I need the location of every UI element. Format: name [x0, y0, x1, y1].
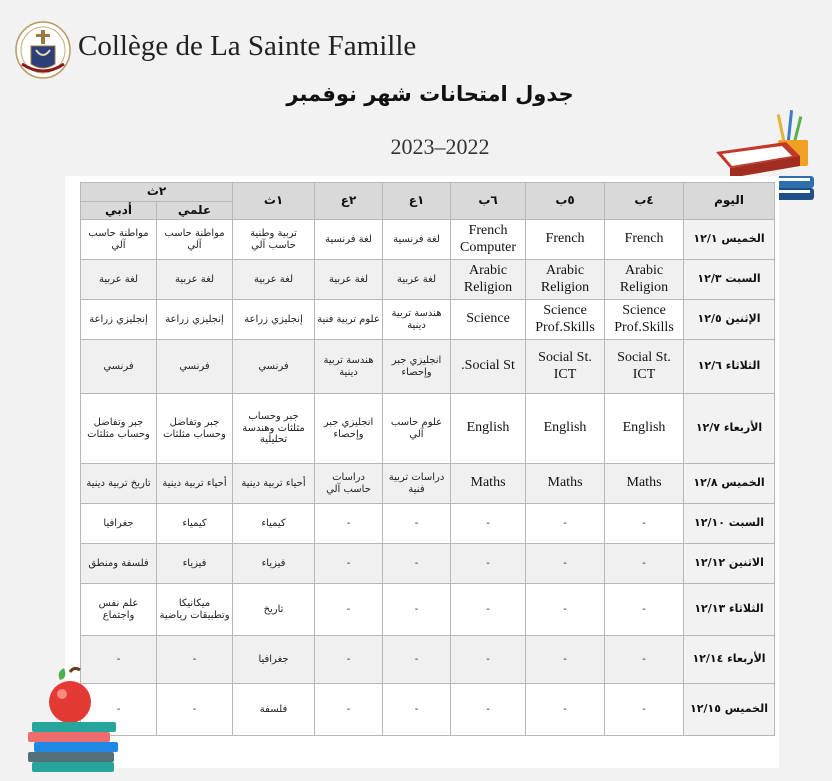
table-row: [81, 340, 775, 394]
subject-cell: Science Prof.Skills: [526, 300, 605, 340]
day-cell: الخميس ١٢/١: [684, 220, 775, 260]
subject-cell: هندسة تربية دينية: [383, 300, 451, 340]
table-row: [81, 636, 775, 684]
subject-cell: مواطنة حاسب آلي: [157, 220, 233, 260]
subject-cell: Maths: [605, 464, 684, 504]
table-row: [81, 584, 775, 636]
subject-cell: English: [526, 394, 605, 464]
subject-cell: لغة فرنسية: [315, 220, 383, 260]
day-cell: الثلاثاء ١٢/٦: [684, 340, 775, 394]
subject-cell: دراسات تربية فنية: [383, 464, 451, 504]
subject-cell: Arabic Religion: [451, 260, 526, 300]
subject-cell: جبر وتفاضل وحساب مثلثات: [157, 394, 233, 464]
subject-cell: كيمياء: [157, 504, 233, 544]
subject-cell: ميكانيكا وتطبيقات رياضية: [157, 584, 233, 636]
subject-cell: -: [526, 584, 605, 636]
day-cell: السبت ١٢/٣: [684, 260, 775, 300]
subject-cell: تاريخ تربية دينية: [81, 464, 157, 504]
subject-cell: Science: [451, 300, 526, 340]
table-row: [81, 684, 775, 736]
subject-cell: تاريخ: [233, 584, 315, 636]
subject-cell: انجليزي جبر وإحصاء: [383, 340, 451, 394]
table-row: [81, 300, 775, 340]
subject-cell: لغة فرنسية: [383, 220, 451, 260]
day-cell: الأربعاء ١٢/٧: [684, 394, 775, 464]
subject-cell: -: [315, 684, 383, 736]
subject-cell: فرنسي: [157, 340, 233, 394]
subject-cell: English: [605, 394, 684, 464]
subject-cell: فلسفة: [233, 684, 315, 736]
header-class-1a: ١ع: [383, 183, 451, 220]
subject-cell: -: [383, 584, 451, 636]
subject-cell: فرنسي: [81, 340, 157, 394]
subject-cell: لغة عربية: [383, 260, 451, 300]
subject-cell: -: [315, 636, 383, 684]
subject-cell: كيمياء: [233, 504, 315, 544]
header-class-5b: ٥ب: [526, 183, 605, 220]
day-cell: الأربعاء ١٢/١٤: [684, 636, 775, 684]
subject-cell: أحياء تربية دينية: [157, 464, 233, 504]
header-scientific: علمي: [157, 202, 233, 220]
subject-cell: -: [315, 584, 383, 636]
subject-cell: لغة عربية: [315, 260, 383, 300]
subject-cell: Arabic Religion: [526, 260, 605, 300]
subject-cell: لغة عربية: [233, 260, 315, 300]
subject-cell: إنجليزي زراعة: [233, 300, 315, 340]
day-cell: الإثنين ١٢/٥: [684, 300, 775, 340]
subject-cell: -: [81, 684, 157, 736]
school-year: 2023–2022: [390, 134, 490, 159]
subject-cell: Arabic Religion: [605, 260, 684, 300]
table-row: [81, 394, 775, 464]
subject-cell: -: [383, 544, 451, 584]
subject-cell: جبر وتفاضل وحساب مثلثات: [81, 394, 157, 464]
subject-cell: -: [383, 504, 451, 544]
day-cell: الاثنين ١٢/١٢: [684, 544, 775, 584]
exam-schedule-table: [80, 182, 775, 736]
subject-cell: Social St.: [451, 340, 526, 394]
table-row: [81, 464, 775, 504]
subject-cell: فيزياء: [233, 544, 315, 584]
subject-cell: -: [605, 684, 684, 736]
subject-cell: فرنسي: [233, 340, 315, 394]
subject-cell: -: [451, 636, 526, 684]
subject-cell: -: [451, 584, 526, 636]
subject-cell: -: [383, 636, 451, 684]
table-row: [81, 220, 775, 260]
subject-cell: -: [383, 684, 451, 736]
header-literary: أدبي: [81, 202, 157, 220]
school-name: Collège de La Sainte Famille: [78, 30, 417, 62]
apple-books-icon: [26, 664, 126, 776]
header-class-6b: ٦ب: [451, 183, 526, 220]
subject-cell: French: [605, 220, 684, 260]
subject-cell: علوم تربية فنية: [315, 300, 383, 340]
header-class-2th: ٢ث: [81, 183, 233, 202]
subject-cell: Social St. ICT: [526, 340, 605, 394]
header-class-2a: ٢ع: [315, 183, 383, 220]
day-cell: الخميس ١٢/٨: [684, 464, 775, 504]
day-cell: السبت ١٢/١٠: [684, 504, 775, 544]
subject-cell: Social St. ICT: [605, 340, 684, 394]
subject-cell: -: [605, 504, 684, 544]
subject-cell: علم نفس واجتماع: [81, 584, 157, 636]
subject-cell: Maths: [451, 464, 526, 504]
subject-cell: أحياء تربية دينية: [233, 464, 315, 504]
subject-cell: -: [526, 504, 605, 544]
subject-cell: Maths: [526, 464, 605, 504]
subject-cell: لغة عربية: [157, 260, 233, 300]
subject-cell: جغرافيا: [233, 636, 315, 684]
subject-cell: -: [451, 544, 526, 584]
subject-cell: مواطنة حاسب آلي: [81, 220, 157, 260]
subject-cell: تربية وطنية حاسب آلي: [233, 220, 315, 260]
header-day: اليوم: [684, 183, 775, 220]
subject-cell: -: [605, 636, 684, 684]
subject-cell: -: [451, 504, 526, 544]
table-row: [81, 544, 775, 584]
subject-cell: -: [81, 636, 157, 684]
subject-cell: انجليزي جبر وإحصاء: [315, 394, 383, 464]
subject-cell: فيزياء: [157, 544, 233, 584]
subject-cell: -: [315, 504, 383, 544]
header-class-1th: ١ث: [233, 183, 315, 220]
table-row: [81, 260, 775, 300]
subject-cell: -: [605, 544, 684, 584]
table-row: [81, 504, 775, 544]
subject-cell: Science Prof.Skills: [605, 300, 684, 340]
subject-cell: -: [157, 684, 233, 736]
subject-cell: -: [605, 584, 684, 636]
day-cell: الخميس ١٢/١٥: [684, 684, 775, 736]
subject-cell: جبر وحساب مثلثات وهندسة تحليلية: [233, 394, 315, 464]
subject-cell: لغة عربية: [81, 260, 157, 300]
subject-cell: French: [526, 220, 605, 260]
subject-cell: إنجليزي زراعة: [157, 300, 233, 340]
subject-cell: -: [526, 636, 605, 684]
subject-cell: جغرافيا: [81, 504, 157, 544]
subject-cell: -: [315, 544, 383, 584]
subject-cell: هندسة تربية دينية: [315, 340, 383, 394]
subject-cell: -: [157, 636, 233, 684]
school-logo: [14, 20, 72, 80]
subject-cell: -: [526, 684, 605, 736]
subject-cell: -: [451, 684, 526, 736]
subject-cell: -: [526, 544, 605, 584]
subject-cell: إنجليزي زراعة: [81, 300, 157, 340]
subject-cell: French Computer: [451, 220, 526, 260]
header-class-4b: ٤ب: [605, 183, 684, 220]
subject-cell: علوم حاسب آلي: [383, 394, 451, 464]
day-cell: الثلاثاء ١٢/١٣: [684, 584, 775, 636]
page-title: جدول امتحانات شهر نوفمبر: [286, 82, 574, 106]
subject-cell: فلسفة ومنطق: [81, 544, 157, 584]
subject-cell: English: [451, 394, 526, 464]
subject-cell: دراسات حاسب آلي: [315, 464, 383, 504]
